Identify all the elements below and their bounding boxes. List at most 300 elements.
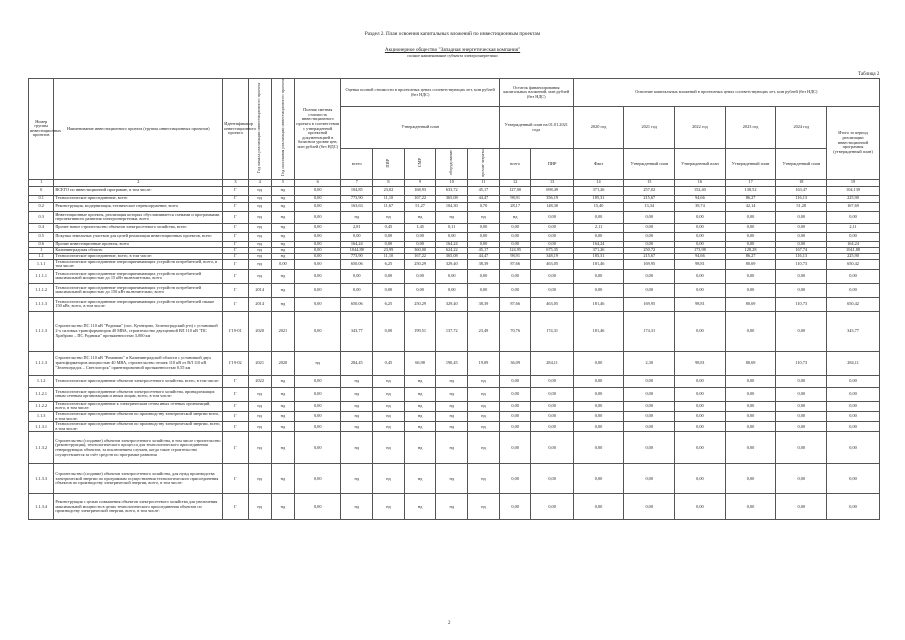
table-cell: нд [248, 259, 271, 269]
col-pir: ПИР [373, 149, 405, 180]
table-row [29, 211, 880, 223]
table-cell: 0,00 [295, 412, 341, 422]
table-cell: нд [248, 195, 271, 202]
table-cell: 127,00 [499, 186, 531, 195]
table-cell: 0,00 [295, 401, 341, 411]
table-cell: Г [223, 241, 248, 247]
table-cell: 0,70 [468, 202, 500, 211]
table-cell: 174,31 [624, 311, 675, 351]
col-remain-sub: Утвержденный план [341, 107, 499, 149]
table-row [29, 186, 880, 195]
table-cell: 225,90 [827, 195, 880, 202]
table-cell: нд [271, 283, 294, 297]
table-cell: Г [223, 253, 248, 259]
table-cell: 2020 [271, 351, 294, 375]
table-cell: нд [404, 422, 436, 432]
table-cell: Г [223, 223, 248, 232]
table-cell: нд [271, 464, 294, 494]
table-cell: 0.4 [29, 223, 54, 232]
table-cell: нд [295, 351, 341, 375]
table-cell: 0,00 [499, 375, 531, 387]
table-cell: нд [248, 464, 271, 494]
table-cell: 185,31 [573, 253, 624, 259]
table-cell: 0,00 [776, 464, 827, 494]
table-cell: Г [223, 387, 248, 401]
col-financed-sub: Утвержденный план на 01.01.2021 года [499, 107, 573, 149]
table-cell: 66,98 [404, 351, 436, 375]
table-row [29, 223, 880, 232]
table-cell: 0.2 [29, 202, 54, 211]
table-cell: 70,76 [499, 311, 531, 351]
table-cell: 0,00 [295, 464, 341, 494]
table-cell: нд [373, 375, 405, 387]
table-cell: 1.1.3.3 [29, 464, 54, 494]
table-cell: 0,00 [436, 232, 468, 241]
table-cell: 773,90 [341, 195, 373, 202]
table-cell: нд [248, 401, 271, 411]
table-cell: 343,77 [341, 311, 373, 351]
table-cell: Реконструкция с целью повышения объектов электросетевого хозяйства для увеличения максимальной мощности в целях технологического присоединения объектов по производству электрической энергии, всего, в том числе: [54, 494, 223, 520]
table-cell: нд [404, 464, 436, 494]
table-cell: 23,99 [373, 247, 405, 253]
column-number: 3 [223, 179, 248, 186]
table-cell: 348,19 [531, 253, 573, 259]
table-cell: 0,00 [295, 259, 341, 269]
table-cell: 163,47 [776, 186, 827, 195]
table-cell: 169,95 [624, 297, 675, 311]
table-cell: 0,00 [725, 223, 776, 232]
table-cell: 2,30 [624, 351, 675, 375]
table-cell: 0,00 [573, 494, 624, 520]
table-cell: 167,74 [776, 247, 827, 253]
table-cell: 11,10 [373, 195, 405, 202]
table-cell: 0,00 [499, 232, 531, 241]
table-cell: 0,00 [573, 351, 624, 375]
table-cell: 1.1.3 [29, 412, 54, 422]
table-cell: 0,00 [624, 422, 675, 432]
table-cell: 94,66 [675, 253, 726, 259]
table-cell: нд [404, 412, 436, 422]
table-cell: 6,25 [373, 259, 405, 269]
table-cell: 0,00 [295, 422, 341, 432]
table-cell: 44,47 [468, 195, 500, 202]
table-cell: 0,00 [776, 269, 827, 283]
table-cell: 110,73 [776, 297, 827, 311]
table-cell: 94,66 [675, 195, 726, 202]
table-cell: 0,00 [271, 259, 294, 269]
table-cell: 675,35 [531, 247, 573, 253]
table-cell: 0,00 [295, 375, 341, 387]
table-cell: Строительство ПС 110 кВ "Романово" в Калининградской области с установкой двух трансформаторов мощностью 40 МВА, строительство отпаек 110 кВ от ВЛ 110 кВ "Зеленоградск – Светлогорск" ориентировочной протяженностью 0,55 км [54, 351, 223, 375]
table-cell: нд [436, 375, 468, 387]
table-row [29, 311, 880, 351]
table-cell: 51,28 [776, 202, 827, 211]
table-cell: 0,00 [776, 232, 827, 241]
table-cell: 181,46 [573, 297, 624, 311]
table-cell: 0,00 [624, 232, 675, 241]
col-fin-all: всего [499, 149, 531, 180]
table-cell: 0,00 [295, 253, 341, 259]
table-cell: 173,98 [675, 247, 726, 253]
col-id-header: Идентификатор инвестиционного проекта [223, 79, 248, 180]
column-number: 12 [499, 179, 531, 186]
table-cell: нд [436, 464, 468, 494]
table-cell: 51,27 [404, 202, 436, 211]
table-cell: 116,13 [776, 253, 827, 259]
table-cell: 0,00 [341, 283, 373, 297]
table-cell: 0,00 [725, 494, 776, 520]
table-body [29, 186, 880, 520]
table-cell: Реконструкция, модернизация, техническое перевооружение, всего [54, 202, 223, 211]
table-cell: 0,00 [499, 223, 531, 232]
table-cell: нд [271, 432, 294, 464]
table-row [29, 412, 880, 422]
table-cell: 0,00 [295, 241, 341, 247]
table-cell: нд [436, 432, 468, 464]
table-cell: нд [271, 269, 294, 283]
table-cell: 42,14 [725, 202, 776, 211]
table-cell: нд [436, 422, 468, 432]
table-cell: 215,67 [624, 195, 675, 202]
table-cell: Г [223, 259, 248, 269]
column-number: 7 [341, 179, 373, 186]
table-cell: 0,00 [295, 297, 341, 311]
table-cell: 152,40 [675, 186, 726, 195]
table-cell: Г [223, 432, 248, 464]
table-cell: 0,00 [468, 241, 500, 247]
table-cell: Технологическое присоединение к электрическим сетям иных сетевых организаций, всего, в том числе: [54, 401, 223, 411]
table-cell: 0,00 [499, 432, 531, 464]
table-cell: 163,63 [341, 202, 373, 211]
table-cell: 463,05 [531, 297, 573, 311]
table-cell: 1044,88 [341, 247, 373, 253]
table-cell: 0,00 [295, 432, 341, 464]
table-cell: 0,00 [827, 283, 880, 297]
table-cell: 0 [29, 186, 54, 195]
table-cell: 0,00 [295, 211, 341, 223]
table-cell: нд [271, 195, 294, 202]
table-cell: 167,69 [827, 202, 880, 211]
table-cell: Г19-02 [223, 351, 248, 375]
table-cell: 1.1.2 [29, 375, 54, 387]
table-cell: 0,00 [776, 223, 827, 232]
table-cell: 110,73 [776, 259, 827, 269]
table-cell: Технологическое присоединение энергопринимающих устройств потребителей максимальной мощностью до 15 кВт включительно, всего [54, 269, 223, 283]
table-cell: 104,139 [827, 186, 880, 195]
table-cell: нд [271, 186, 294, 195]
table-cell: нд [468, 422, 500, 432]
table-cell: 28,17 [499, 202, 531, 211]
table-cell: 0,00 [776, 387, 827, 401]
table-cell: Технологическое присоединение объектов по производству электрической энергии всего, в том числе: [54, 412, 223, 422]
col-fin-pir: ПИР [531, 149, 573, 180]
table-cell: нд [373, 412, 405, 422]
table-cell: 0,00 [624, 464, 675, 494]
table-cell: Технологическое присоединение энергопринимающих устройств потребителей свыше 150 кВт, всего, в том числе: [54, 297, 223, 311]
col-total: Итого за период реализации инвестиционной программы (утвержденный план) [827, 107, 880, 180]
table-cell: 0,00 [573, 412, 624, 422]
table-cell: 0,00 [624, 375, 675, 387]
page-number: 2 [448, 621, 451, 626]
table-cell: 0,00 [776, 401, 827, 411]
table-cell: нд [341, 387, 373, 401]
table-cell: 2014 [248, 297, 271, 311]
table-cell: 0,00 [725, 422, 776, 432]
table-cell: нд [248, 232, 271, 241]
table-cell: 0,00 [341, 269, 373, 283]
table-cell: нд [271, 223, 294, 232]
table-cell: 0,00 [725, 269, 776, 283]
table-cell: 45,17 [468, 247, 500, 253]
table-cell: 0,00 [531, 223, 573, 232]
table-cell: 98,81 [675, 351, 726, 375]
column-number: 18 [776, 179, 827, 186]
table-cell: 0,00 [499, 283, 531, 297]
column-number: 16 [675, 179, 726, 186]
table-cell: 698,49 [531, 186, 573, 195]
table-cell: нд [248, 186, 271, 195]
table-cell: 44,47 [468, 253, 500, 259]
table-cell: 0,00 [827, 387, 880, 401]
table-cell: 98,91 [499, 195, 531, 202]
column-number: 19 [827, 179, 880, 186]
table-row [29, 259, 880, 269]
table-cell: 0,00 [675, 223, 726, 232]
table-cell: 250,29 [404, 297, 436, 311]
col-approved-2024: Утвержденный план [776, 149, 827, 180]
table-cell: 0,00 [468, 269, 500, 283]
table-cell: 174,31 [531, 311, 573, 351]
table-cell: 0,00 [675, 241, 726, 247]
table-cell: 0,00 [404, 269, 436, 283]
table-cell: 0,00 [675, 464, 726, 494]
table-cell: 0,00 [776, 422, 827, 432]
table-cell: 0,00 [373, 269, 405, 283]
table-cell: 0,00 [531, 422, 573, 432]
table-cell: 185,31 [573, 195, 624, 202]
table-cell: 1.1.1 [29, 259, 54, 269]
table-cell: 0,00 [675, 412, 726, 422]
table-cell: 0,00 [573, 422, 624, 432]
table-cell: 167,22 [404, 195, 436, 202]
table-cell: 0,00 [827, 432, 880, 464]
table-cell: 168,93 [404, 186, 436, 195]
table-cell: 356,19 [531, 195, 573, 202]
table-cell: 0,00 [499, 464, 531, 494]
table-cell: 0,00 [295, 494, 341, 520]
table-cell: 0,00 [573, 283, 624, 297]
table-cell: 0,00 [468, 283, 500, 297]
table-cell: нд [341, 375, 373, 387]
table-cell: 0,00 [531, 387, 573, 401]
col-2022: 2022 год [675, 107, 726, 149]
table-cell: 773,90 [341, 253, 373, 259]
table-cell: 633,72 [436, 186, 468, 195]
table-cell: 1.1.3.2 [29, 432, 54, 464]
table-cell: 1.1.1.2 [29, 283, 54, 297]
col-cost-header: Полная сметная стоимость инвестиционного проекта в соответствии с утвержденной проектной документацией в базисном уровне цен, млн рублей (без НДС) [295, 79, 341, 180]
table-cell: 0,00 [624, 241, 675, 247]
col-group-header: Номер группы инвестиционных проектов [29, 79, 54, 180]
table-cell: 650,06 [341, 297, 373, 311]
table-cell: 1.1 [29, 253, 54, 259]
table-cell: 0,00 [675, 311, 726, 351]
table-cell: нд [248, 211, 271, 223]
table-cell: 0.5 [29, 232, 54, 241]
table-row [29, 351, 880, 375]
column-number: 2 [54, 179, 223, 186]
col-year-end-header: Год окончания реализации инвестиционного проекта [271, 79, 294, 180]
table-cell: Технологическое присоединение объектов электросетевого хозяйства, принадлежащих иным сетевым организациям и иным лицам, всего, в том числе: [54, 387, 223, 401]
column-number: 11 [468, 179, 500, 186]
table-cell: 169,95 [624, 259, 675, 269]
table-cell: 11,10 [373, 253, 405, 259]
table-cell: нд [373, 387, 405, 401]
table-cell: 0,00 [675, 232, 726, 241]
table-cell: 0,00 [776, 311, 827, 351]
table-cell: нд [468, 494, 500, 520]
table-cell: Прочее новое строительство объектов электросетевого хозяйства, всего [54, 223, 223, 232]
table-cell: 0.6 [29, 241, 54, 247]
table-cell: 110,73 [776, 351, 827, 375]
table-cell: 36,09 [499, 351, 531, 375]
table-cell: 1,45 [404, 223, 436, 232]
table-cell: нд [271, 211, 294, 223]
table-cell: 329,40 [436, 297, 468, 311]
table-row [29, 422, 880, 432]
table-cell: 0,00 [436, 283, 468, 297]
table-cell: нд [468, 464, 500, 494]
table-cell: 0,00 [468, 223, 500, 232]
table-cell: 0,00 [573, 432, 624, 464]
table-cell: нд [248, 241, 271, 247]
table-cell: 2021 [248, 351, 271, 375]
col-fact: Факт [573, 149, 624, 180]
table-row [29, 202, 880, 211]
table-cell: 148,30 [531, 202, 573, 211]
table-cell: нд [248, 387, 271, 401]
table-cell: Г [223, 401, 248, 411]
table-cell: 98,91 [499, 253, 531, 259]
table-cell: нд [468, 432, 500, 464]
table-cell: 13,34 [624, 202, 675, 211]
table-cell: 463,05 [531, 259, 573, 269]
table-cell: нд [468, 387, 500, 401]
table-cell: Г [223, 375, 248, 387]
table-cell: 0,00 [827, 422, 880, 432]
table-cell: 0,00 [624, 269, 675, 283]
table-cell: 257,02 [624, 186, 675, 195]
table-cell: 1.1.2.1 [29, 387, 54, 401]
table-cell: 86,27 [725, 195, 776, 202]
col-approved-2023: Утвержденный план [725, 149, 776, 180]
table-row [29, 432, 880, 464]
table-cell: 0,00 [295, 247, 341, 253]
table-cell: 0,00 [404, 232, 436, 241]
table-cell: нд [271, 241, 294, 247]
col-remain-header: Оценка полной стоимости в прогнозных ценах соответствующих лет, млн рублей (без НДС) [341, 79, 499, 107]
column-number: 6 [295, 179, 341, 186]
column-number: 4 [248, 179, 271, 186]
table-cell: нд [373, 432, 405, 464]
table-number: Таблица 2 [858, 72, 880, 77]
table-cell: 0,00 [531, 432, 573, 464]
table-cell: нд [373, 494, 405, 520]
table-row [29, 269, 880, 283]
table-cell: 0,00 [675, 283, 726, 297]
table-cell: 0,00 [499, 241, 531, 247]
table-cell: 650,06 [341, 259, 373, 269]
table-row [29, 494, 880, 520]
table-cell: Г [223, 232, 248, 241]
table-cell: 1.1.1.3 [29, 351, 54, 375]
table-cell: 38,39 [468, 259, 500, 269]
table-cell: 80,69 [725, 297, 776, 311]
table-cell: 624,22 [436, 247, 468, 253]
table-cell: 138,52 [725, 186, 776, 195]
table-cell: 0,00 [573, 387, 624, 401]
table-cell: 0,00 [624, 211, 675, 223]
table-cell: 0,00 [725, 464, 776, 494]
table-cell: 0,00 [531, 241, 573, 247]
col-name-header: Наименование инвестиционного проекта (группы инвестиционных проектов) [54, 79, 223, 180]
table-cell: нд [248, 494, 271, 520]
column-number: 17 [725, 179, 776, 186]
table-cell: нд [341, 422, 373, 432]
table-cell: нд [271, 202, 294, 211]
column-number: 15 [624, 179, 675, 186]
table-cell: 0,00 [624, 432, 675, 464]
table-cell: 0,00 [499, 387, 531, 401]
table-cell: 250,72 [624, 247, 675, 253]
table-cell: нд [436, 401, 468, 411]
col-plan-years-header: Освоение капитальных вложений в прогнозных ценах соответствующих лет, млн рублей (без НДС) [573, 79, 879, 107]
table-cell: 199,51 [404, 311, 436, 351]
table-cell: 98,81 [675, 259, 726, 269]
table-cell: 1.1.1.3 [29, 311, 54, 351]
column-number: 8 [373, 179, 405, 186]
table-cell: 0,00 [373, 283, 405, 297]
table-cell: Технологическое присоединение объектов по производству электрической энергии, всего, в том числе: [54, 422, 223, 432]
table-cell: 365,08 [436, 253, 468, 259]
table-cell: 0,00 [776, 494, 827, 520]
table-cell: 0,00 [531, 211, 573, 223]
table-cell: 164,24 [436, 241, 468, 247]
table-cell: нд [404, 375, 436, 387]
table-cell: нд [248, 223, 271, 232]
table-cell: 0.1 [29, 195, 54, 202]
table-cell: 0,00 [725, 412, 776, 422]
table-row [29, 387, 880, 401]
table-cell: 1 [29, 247, 54, 253]
table-cell: 0,00 [341, 232, 373, 241]
table-cell: 0,00 [725, 211, 776, 223]
col-2021: 2021 год [624, 107, 675, 149]
table-cell: 0,11 [436, 223, 468, 232]
table-cell: 284,11 [531, 351, 573, 375]
table-cell: нд [271, 401, 294, 411]
table-cell: 0,00 [573, 269, 624, 283]
table-cell: 0,00 [295, 186, 341, 195]
table-cell: 1.1.3.4 [29, 494, 54, 520]
column-number: 1 [29, 179, 54, 186]
table-cell: 38,39 [468, 297, 500, 311]
table-cell: 0,00 [827, 375, 880, 387]
table-cell: 23,49 [468, 311, 500, 351]
table-cell: 80,69 [725, 259, 776, 269]
table-cell: нд [436, 387, 468, 401]
table-cell: 0,00 [573, 232, 624, 241]
